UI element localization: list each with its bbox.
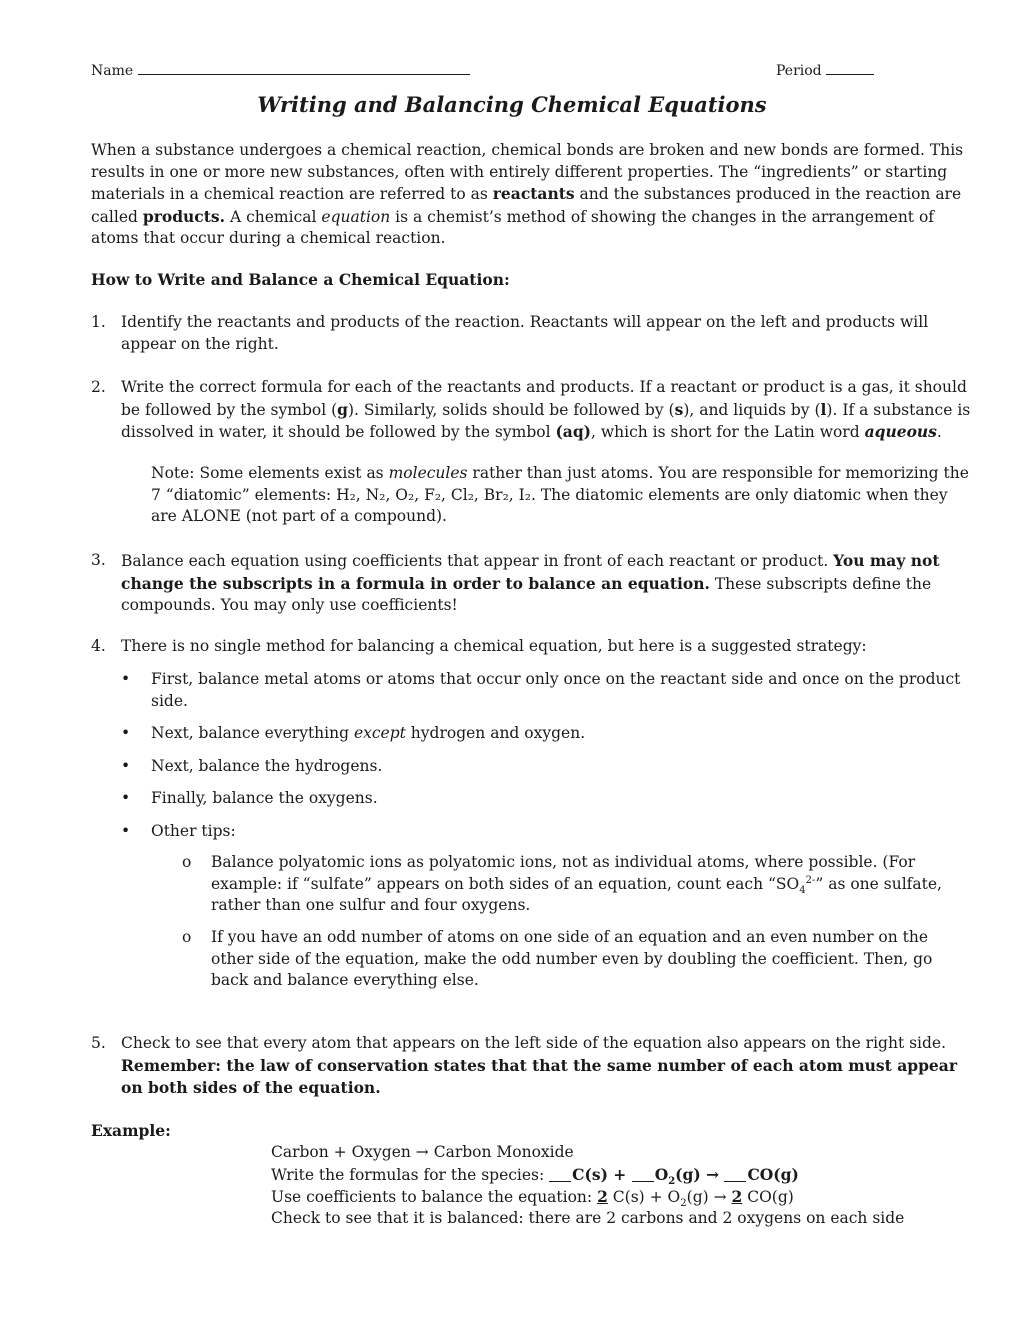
bullet-4: Finally, balance the oxygens. — [151, 789, 378, 807]
step-4-text: There is no single method for balancing a chemical equation, but here is a suggested strategy: — [121, 637, 867, 655]
step-2-d: ). If a substance is dissolved in water, it should be followed by the symbol — [121, 400, 971, 442]
bullet-2 — [151, 723, 971, 745]
coefficient-blank[interactable] — [724, 1167, 746, 1182]
step-3-bold: You may not change the subscripts in a formula in order to balance an equation. — [121, 551, 940, 593]
example-label — [91, 1120, 171, 1143]
term-molecules: molecules — [388, 464, 468, 482]
step-1-number: 1. — [91, 313, 106, 331]
sub-bullet-o: o — [182, 853, 192, 871]
bullet-5: Other tips: — [151, 822, 236, 840]
period-blank[interactable] — [826, 62, 874, 75]
step-2-text — [121, 377, 971, 444]
bullet-2-a: Next, balance everything — [151, 724, 354, 742]
intro-text-2: and the substances produced in the reaction are called — [91, 185, 962, 226]
step-2-number: 2. — [91, 378, 106, 396]
intro-text-1: When a substance undergoes a chemical reaction, chemical bonds are broken and new bonds are formed. This results in one or more new substances, often with entirely different properties. The “ingredients” or starting materials in a chemical reaction are referred to as — [91, 141, 964, 204]
sub-bullet-1-b: ” as one sulfate, rather than one sulfur and four oxygens. — [211, 874, 942, 915]
step-1-text: Identify the reactants and products of the reaction. Reactants will appear on the left and products will appear on the right. — [121, 313, 929, 353]
bullet-1: First, balance metal atoms or atoms that occur only once on the reactant side and once on the product side. — [151, 670, 961, 710]
diatomic-list: H₂, N₂, O₂, F₂, Cl₂, Br₂, I₂. — [336, 485, 536, 504]
symbol-aq: (aq) — [555, 422, 592, 442]
bullet-3: Next, balance the hydrogens. — [151, 757, 383, 775]
formula-carbon: C(s) + — [572, 1165, 632, 1184]
example-line-3-c: C(s) + O — [607, 1188, 681, 1206]
step-3-number: 3. — [91, 551, 106, 569]
coefficient-2: 2 — [731, 1187, 743, 1206]
term-aqueous: aqueous — [864, 422, 937, 442]
sulfate-subscript: 4 — [799, 884, 806, 896]
step-2-b: ). Similarly, solids should be followed by ( — [347, 400, 675, 419]
coefficient-2: 2 — [597, 1187, 608, 1206]
term-reactants: reactants — [492, 184, 575, 204]
step-2-f: . — [936, 423, 942, 442]
sub-bullet-1-a: Balance polyatomic ions as polyatomic ions, not as individual atoms, where possible. (For example: if “sulfate” appears on both sides of an equation, count each “SO — [211, 853, 916, 893]
step-2-c: ), and liquids by ( — [683, 400, 821, 419]
name-field[interactable] — [91, 62, 470, 79]
note-a: Note: Some elements exist as — [151, 464, 389, 482]
step-5-bold: Remember: the law of conservation states that that the same number of each atom must appear on both sides of the equation. — [121, 1055, 957, 1098]
sub-bullet-1 — [211, 852, 951, 917]
coefficient-blank[interactable] — [632, 1167, 654, 1182]
example-line-4: Check to see that it is balanced: there are 2 carbons and 2 oxygens on each side — [271, 1209, 905, 1227]
intro-text-4: is a chemist’s method of showing the changes in the arrangement of atoms that occur during a chemical reaction. — [91, 207, 935, 248]
symbol-s: s — [674, 399, 684, 419]
symbol-g: g — [337, 399, 348, 419]
oxygen-subscript: 2 — [668, 1176, 676, 1188]
period-field[interactable] — [776, 62, 874, 79]
example-line-3-a: Use coefficients to balance the equation: — [271, 1188, 598, 1206]
sub-bullet-o: o — [182, 928, 192, 946]
formula-oxygen: O — [654, 1165, 669, 1184]
step-2-e: , which is short for the Latin word — [591, 423, 865, 442]
step-3-a: Balance each equation using coefficients that appear in front of each reactant or product. — [121, 552, 834, 570]
sub-bullet-2: If you have an odd number of atoms on one side of an equation and an even number on the other side of the equation, make the odd number even by doubling the coefficient. Then, go back and balance everything else. — [211, 928, 933, 990]
intro-text-3: A chemical — [225, 207, 322, 226]
step-5-a: Check to see that every atom that appears on the left side of the equation also appears on the right side. — [121, 1034, 947, 1052]
bullet-dot: • — [121, 789, 131, 807]
step-4-number: 4. — [91, 637, 106, 655]
symbol-l: l — [820, 399, 827, 419]
example-line-3 — [271, 1186, 971, 1209]
sulfate-charge: 2- — [805, 874, 816, 886]
example-label-text: Example: — [91, 1121, 171, 1140]
name-blank[interactable] — [138, 62, 470, 75]
coefficient-blank[interactable] — [549, 1167, 571, 1182]
term-products: products. — [142, 206, 226, 226]
name-label: Name — [91, 63, 134, 79]
example-line-3-e: (g) → — [686, 1188, 732, 1206]
example-line-2-a: Write the formulas for the species: — [271, 1166, 550, 1184]
diatomic-note — [151, 463, 971, 528]
bullet-dot: • — [121, 724, 131, 742]
formula-oxygen-state: (g) → — [675, 1165, 725, 1184]
step-3-text — [121, 550, 971, 617]
oxygen-subscript: 2 — [680, 1198, 687, 1210]
note-b: rather than just atoms. You are responsible for memorizing the 7 “diatomic” elements: — [151, 464, 969, 504]
term-except: except — [353, 724, 406, 742]
note-c: The diatomic elements are only diatomic when they are ALONE (not part of a compound). — [151, 485, 948, 526]
bullet-dot: • — [121, 822, 131, 840]
bullet-dot: • — [121, 670, 131, 688]
step-5-text — [121, 1033, 971, 1100]
period-label: Period — [776, 63, 822, 79]
bullet-dot: • — [121, 757, 131, 775]
example-line-3-g: CO(g) — [742, 1188, 794, 1206]
step-3-b: These subscripts define the compounds. You may only use coefficients! — [121, 574, 932, 615]
term-equation: equation — [321, 207, 391, 226]
step-5-number: 5. — [91, 1034, 106, 1052]
bullet-2-b: hydrogen and oxygen. — [405, 724, 586, 742]
step-2-a: Write the correct formula for each of the reactants and products. If a reactant or product is a gas, it should be followed by the symbol ( — [121, 378, 967, 419]
howto-heading — [91, 269, 510, 292]
intro-paragraph — [91, 140, 971, 250]
formula-co: CO(g) — [747, 1165, 799, 1184]
howto-heading-text: How to Write and Balance a Chemical Equation: — [91, 270, 510, 289]
example-line-1: Carbon + Oxygen → Carbon Monoxide — [271, 1143, 574, 1161]
page-title: Writing and Balancing Chemical Equations — [257, 92, 767, 117]
example-line-2 — [271, 1164, 971, 1187]
